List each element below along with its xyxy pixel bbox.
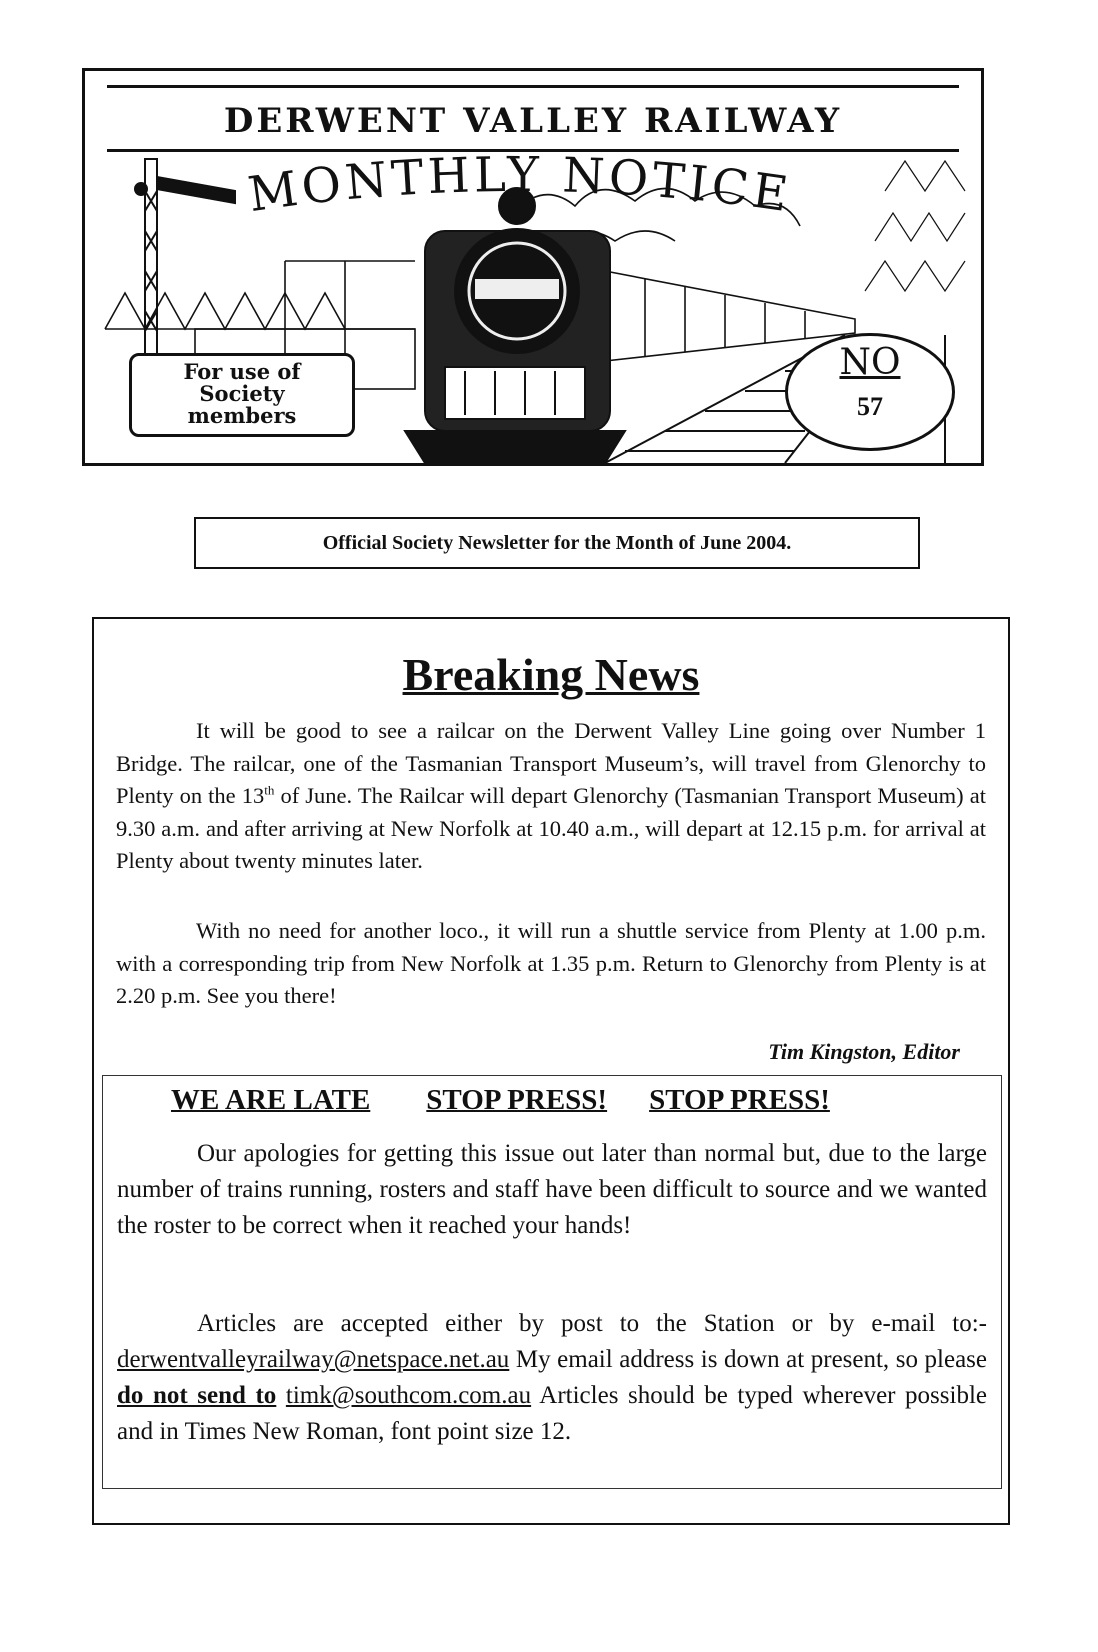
issue-number: 57 [857,392,883,421]
trees-icon [865,161,965,291]
masthead [82,68,984,466]
issue-label: NO [839,342,901,383]
email-link-timk[interactable]: timk@southcom.com.au [285,1382,532,1409]
breaking-news-paragraph-2: With no need for another loco., it will run a shuttle service from Plenty at 1.00 p.m. with a corresponding trip from New Norfolk at 1.35 p.m. Return to Glenorchy from Plenty is at 2.20 p.m. See you there! [116,918,986,1008]
banner-text: MONTHLY NOTICE [244,146,796,224]
newsletter-subtitle: Official Society Newsletter for the Month of June 2004. [194,517,920,569]
issue-badge [785,333,955,451]
breaking-news-heading: Breaking News [402,649,700,700]
stop-press-headline: WE ARE LATE STOP PRESS! STOP PRESS! [171,1084,830,1116]
stop-press-box [102,1075,1002,1489]
masthead-title: DERWENT VALLEY RAILWAY [223,101,843,141]
stop-press-paragraph-1: Our apologies for getting this issue out later than normal but, due to the large number of trains running, rosters and staff have been difficult to source and we wanted the roster to be correct when it reached your hands! [117,1140,987,1239]
breaking-news-box [92,617,1010,1525]
members-box: For use of Society members [129,353,355,437]
editor-signature: Tim Kingston, Editor [768,1039,960,1064]
email-link-derwentvalleyrailway[interactable]: derwentvalleyrailway@netspace.net.au [117,1346,510,1373]
breaking-news-paragraph-1: It will be good to see a railcar on the Derwent Valley Line going over Number 1 Bridge. The railcar, one of the Tasmanian Transport Museum’s, will travel from Glenorchy to Plenty on the 13th of June. The Railcar will depart Glenorchy (Tasmanian Transport Museum) at 9.30 a.m. and after arriving at New Norfolk at 10.40 a.m., will depart at 12.15 p.m. for arrival at Plenty about twenty minutes later. [116,718,986,873]
locomotive-icon [405,188,625,463]
stop-press-paragraph-2: Articles are accepted either by post to the Station or by e-mail to:- derwentvalleyrailway@netspace.net.au My email address is down at present, so please do not send to timk@southcom.com.au Articles should be typed wherever possible and in Times New Roman, font point size 12. [117,1310,988,1445]
